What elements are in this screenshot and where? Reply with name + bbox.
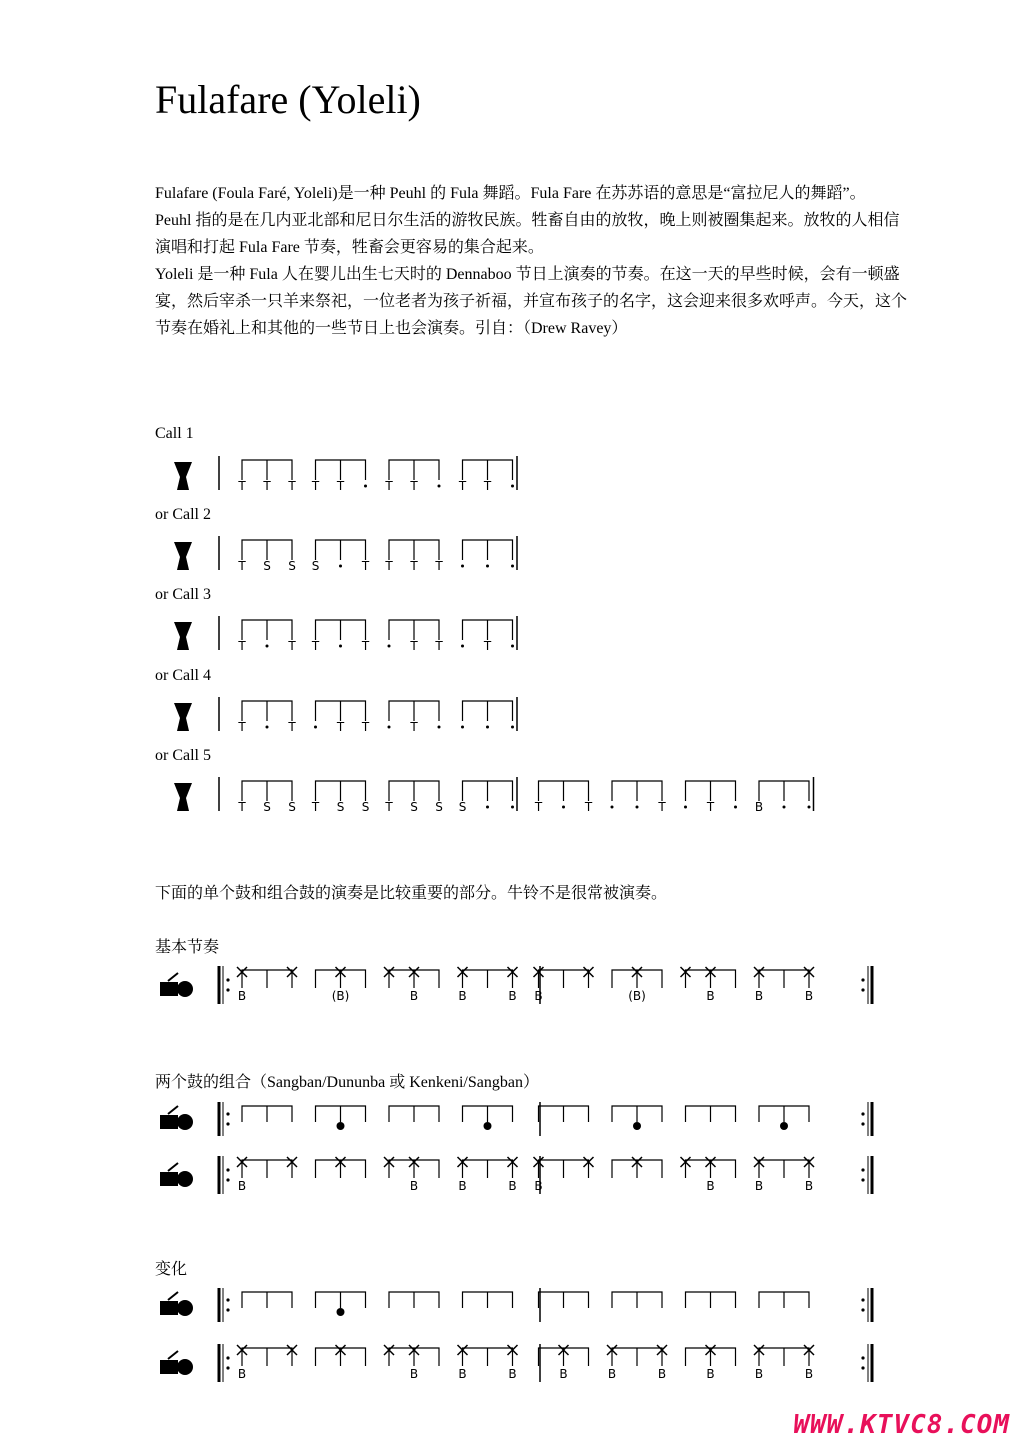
- bass-note-label: B: [237, 1179, 247, 1193]
- watermark-logo: WWW.KTVC8.COM: [793, 1410, 1010, 1440]
- beat-group-bracket: [316, 1292, 366, 1308]
- bass-note-label: (B): [628, 989, 646, 1003]
- stroke-label: T: [410, 639, 418, 653]
- stick-icon: [168, 1106, 178, 1114]
- bass-note-label: B: [804, 989, 814, 1003]
- call-5-label: or Call 5: [155, 747, 211, 764]
- rest-dot: [486, 806, 489, 809]
- rest-dot: [684, 806, 687, 809]
- stroke-label: T: [288, 720, 296, 734]
- bass-note-label: B: [508, 1367, 517, 1381]
- call-4-label: or Call 4: [155, 667, 211, 684]
- bass-note-label: B: [804, 1179, 814, 1193]
- intro-text: [155, 180, 915, 342]
- stroke-label: S: [263, 559, 271, 573]
- dundun-icon: [160, 1360, 178, 1374]
- bass-note-label: B: [458, 989, 467, 1003]
- stroke-label: T: [435, 559, 443, 573]
- repeat-dot: [861, 1178, 864, 1181]
- beat-group-bracket: [316, 1106, 366, 1122]
- beat-group-bracket: [389, 460, 439, 480]
- beat-group-bracket: [242, 970, 292, 988]
- bass-note-label: B: [607, 1367, 617, 1381]
- stroke-label: T: [263, 479, 271, 493]
- repeat-dot: [226, 1178, 229, 1181]
- combo-top-staff: [0, 1098, 1024, 1140]
- bass-note-label: B: [458, 1367, 467, 1381]
- beat-group-bracket: [759, 1348, 809, 1366]
- call-2-label: or Call 2: [155, 506, 211, 523]
- rest-dot: [314, 726, 317, 729]
- repeat-dot: [226, 1122, 229, 1125]
- dundun-icon: [160, 1115, 178, 1129]
- rest-dot: [511, 645, 514, 648]
- rest-dot: [511, 806, 514, 809]
- repeat-dot: [861, 978, 864, 981]
- beat-group-bracket: [316, 701, 366, 721]
- basic-rhythm-staff: [0, 960, 1024, 1010]
- stroke-label: T: [706, 800, 715, 814]
- stroke-label: S: [458, 800, 467, 814]
- stick-icon: [168, 1292, 178, 1300]
- stroke-label: S: [336, 800, 345, 814]
- beat-group-bracket: [612, 1106, 662, 1122]
- repeat-dot: [226, 988, 229, 991]
- stroke-label: T: [311, 639, 320, 653]
- beat-group-bracket: [539, 1160, 589, 1178]
- repeat-dot: [861, 1308, 864, 1311]
- rest-dot: [388, 726, 391, 729]
- stroke-label: T: [238, 639, 246, 653]
- stroke-label: T: [288, 639, 296, 653]
- stick-icon: [168, 1351, 178, 1359]
- stroke-label: B: [754, 800, 764, 814]
- repeat-dot: [861, 1168, 864, 1171]
- beat-group-bracket: [686, 1292, 736, 1308]
- beat-group-bracket: [316, 460, 366, 480]
- dundun-icon: [160, 982, 178, 996]
- beat-group-bracket: [389, 540, 439, 560]
- stroke-label: T: [534, 800, 543, 814]
- repeat-dot: [226, 1168, 229, 1171]
- beat-group-bracket: [759, 781, 809, 801]
- stroke-label: T: [336, 479, 345, 493]
- rest-dot: [636, 806, 639, 809]
- beat-group-bracket: [759, 1160, 809, 1178]
- bass-note-label: B: [559, 1367, 568, 1381]
- bass-note-label: B: [754, 1179, 764, 1193]
- bass-note-label: B: [409, 1367, 419, 1381]
- beat-group-bracket: [463, 540, 513, 560]
- beat-group-bracket: [686, 1106, 736, 1122]
- rest-dot: [734, 806, 737, 809]
- stick-icon: [168, 973, 178, 981]
- stroke-label: T: [584, 800, 593, 814]
- beat-group-bracket: [539, 1106, 589, 1122]
- beat-group-bracket: [463, 1292, 513, 1308]
- stroke-label: T: [238, 720, 246, 734]
- bass-note-label: B: [508, 1179, 517, 1193]
- repeat-dot: [226, 1112, 229, 1115]
- stroke-label: T: [410, 479, 418, 493]
- bass-note-label: B: [534, 1179, 543, 1193]
- repeat-dot: [226, 1366, 229, 1369]
- repeat-dot: [861, 1366, 864, 1369]
- beat-group-bracket: [242, 460, 292, 480]
- repeat-dot: [861, 1356, 864, 1359]
- basic-rhythm-label: 基本节奏: [155, 939, 220, 956]
- stroke-label: T: [410, 720, 418, 734]
- variation-bell-staff: [0, 1338, 1024, 1388]
- stroke-label: T: [311, 479, 320, 493]
- stroke-label: T: [385, 800, 393, 814]
- bass-note-label: B: [409, 1179, 419, 1193]
- beat-group-bracket: [463, 1106, 513, 1122]
- beat-group-bracket: [612, 1348, 662, 1366]
- rest-dot: [461, 645, 464, 648]
- stroke-label: S: [435, 800, 443, 814]
- stroke-label: T: [458, 479, 467, 493]
- beat-group-bracket: [539, 970, 589, 988]
- beat-group-bracket: [463, 460, 513, 480]
- rest-dot: [461, 565, 464, 568]
- repeat-dot: [861, 1112, 864, 1115]
- rest-dot: [266, 645, 269, 648]
- rest-dot: [486, 726, 489, 729]
- call-3-staff: [0, 610, 1024, 660]
- djembe-icon: [174, 783, 192, 811]
- rest-dot: [562, 806, 565, 809]
- rest-dot: [438, 485, 441, 488]
- bass-note-label: B: [706, 1179, 715, 1193]
- djembe-icon: [174, 542, 192, 570]
- beat-group-bracket: [759, 1292, 809, 1308]
- rest-dot: [611, 806, 614, 809]
- intro-paragraph-3: Yoleli 是一种 Fula 人在婴儿出生七天时的 Dennaboo 节日上演奏的节奏。在这一天的早些时候，会有一顿盛宴，然后宰杀一只羊来祭祀，一位老者为孩子祈福，并宣布孩子的名字，这会迎来很多欢呼声。今天，这个节奏在婚礼上和其他的一些节日上也会演奏。引自：（Drew Ravey）: [155, 266, 908, 337]
- stroke-label: S: [311, 559, 320, 573]
- beat-group-bracket: [242, 701, 292, 721]
- rest-dot: [461, 726, 464, 729]
- rest-dot: [511, 485, 514, 488]
- stroke-label: T: [658, 800, 666, 814]
- call-4-staff: [0, 691, 1024, 741]
- stroke-label: T: [385, 479, 393, 493]
- bass-note-label: B: [754, 1367, 764, 1381]
- rest-dot: [438, 726, 441, 729]
- beat-group-bracket: [759, 1106, 809, 1122]
- stroke-label: S: [410, 800, 418, 814]
- stick-icon: [168, 1163, 178, 1171]
- bass-note-label: B: [237, 989, 247, 1003]
- beat-group-bracket: [242, 540, 292, 560]
- bass-note-label: B: [804, 1367, 814, 1381]
- beat-group-bracket: [612, 781, 662, 801]
- beat-group-bracket: [463, 781, 513, 801]
- variation-label: 变化: [155, 1261, 188, 1278]
- note-dot: [484, 1122, 492, 1130]
- djembe-icon: [174, 703, 192, 731]
- djembe-icon: [174, 622, 192, 650]
- rest-dot: [266, 726, 269, 729]
- beat-group-bracket: [463, 701, 513, 721]
- stroke-label: T: [361, 720, 370, 734]
- beat-group-bracket: [463, 620, 513, 640]
- call-5-staff: [0, 771, 1024, 821]
- dundun-head-icon: [177, 1359, 193, 1375]
- dundun-icon: [160, 1301, 178, 1315]
- beat-group-bracket: [463, 1160, 513, 1178]
- intro-paragraph-2: Peuhl 指的是在几内亚北部和尼日尔生活的游牧民族。牲畜自由的放牧，晚上则被圈集起来。放牧的人相信演唱和打起 Fula Fare 节奏，牲畜会更容易的集合起来。: [155, 212, 900, 256]
- bass-note-label: B: [657, 1367, 667, 1381]
- rest-dot: [783, 806, 786, 809]
- rest-dot: [511, 565, 514, 568]
- beat-group-bracket: [389, 781, 439, 801]
- beat-group-bracket: [389, 620, 439, 640]
- stroke-label: T: [385, 559, 393, 573]
- rest-dot: [511, 726, 514, 729]
- dundun-head-icon: [177, 1114, 193, 1130]
- bass-note-label: B: [508, 989, 517, 1003]
- stroke-label: T: [336, 720, 345, 734]
- stroke-label: T: [288, 479, 296, 493]
- rest-dot: [388, 645, 391, 648]
- section-note: 下面的单个鼓和组合鼓的演奏是比较重要的部分。牛铃不是很常被演奏。: [155, 885, 668, 902]
- page-title: Fulafare (Yoleli): [155, 77, 421, 122]
- stroke-label: T: [483, 639, 492, 653]
- beat-group-bracket: [242, 781, 292, 801]
- bass-note-label: B: [534, 989, 543, 1003]
- call-1-staff: [0, 450, 1024, 500]
- repeat-dot: [861, 1298, 864, 1301]
- beat-group-bracket: [316, 781, 366, 801]
- combo-label: 两个鼓的组合（Sangban/Dununba 或 Kenkeni/Sangban）: [155, 1074, 539, 1091]
- stroke-label: T: [483, 479, 492, 493]
- stroke-label: S: [263, 800, 271, 814]
- beat-group-bracket: [539, 1292, 589, 1308]
- beat-group-bracket: [242, 1292, 292, 1308]
- rest-dot: [339, 565, 342, 568]
- beat-group-bracket: [242, 620, 292, 640]
- beat-group-bracket: [389, 1106, 439, 1122]
- bass-note-label: B: [458, 1179, 467, 1193]
- beat-group-bracket: [242, 1348, 292, 1366]
- repeat-dot: [226, 1298, 229, 1301]
- stroke-label: T: [435, 639, 443, 653]
- call-3-label: or Call 3: [155, 586, 211, 603]
- stroke-label: S: [288, 800, 296, 814]
- bass-note-label: B: [754, 989, 764, 1003]
- stroke-label: T: [361, 639, 370, 653]
- beat-group-bracket: [316, 620, 366, 640]
- dundun-head-icon: [177, 1171, 193, 1187]
- djembe-icon: [174, 462, 192, 490]
- beat-group-bracket: [463, 970, 513, 988]
- repeat-dot: [226, 978, 229, 981]
- bass-note-label: B: [409, 989, 419, 1003]
- stroke-label: S: [361, 800, 370, 814]
- note-dot: [780, 1122, 788, 1130]
- beat-group-bracket: [686, 781, 736, 801]
- stroke-label: T: [361, 559, 370, 573]
- stroke-label: T: [238, 800, 246, 814]
- repeat-dot: [226, 1308, 229, 1311]
- combo-bell-staff: [0, 1150, 1024, 1200]
- stroke-label: T: [311, 800, 320, 814]
- bass-note-label: (B): [331, 989, 350, 1003]
- stroke-label: T: [410, 559, 418, 573]
- rest-dot: [339, 645, 342, 648]
- bass-note-label: B: [237, 1367, 247, 1381]
- dundun-icon: [160, 1172, 178, 1186]
- beat-group-bracket: [242, 1106, 292, 1122]
- call-2-staff: [0, 530, 1024, 580]
- call-1-label: Call 1: [155, 425, 194, 442]
- beat-group-bracket: [759, 970, 809, 988]
- dundun-head-icon: [177, 981, 193, 997]
- beat-group-bracket: [389, 1292, 439, 1308]
- repeat-dot: [226, 1356, 229, 1359]
- stroke-label: S: [288, 559, 296, 573]
- rest-dot: [486, 565, 489, 568]
- repeat-dot: [861, 988, 864, 991]
- stroke-label: T: [238, 559, 246, 573]
- bass-note-label: B: [706, 1367, 715, 1381]
- dundun-head-icon: [177, 1300, 193, 1316]
- beat-group-bracket: [389, 701, 439, 721]
- beat-group-bracket: [316, 540, 366, 560]
- rest-dot: [364, 485, 367, 488]
- rest-dot: [808, 806, 811, 809]
- note-dot: [633, 1122, 641, 1130]
- beat-group-bracket: [242, 1160, 292, 1178]
- beat-group-bracket: [539, 781, 589, 801]
- beat-group-bracket: [463, 1348, 513, 1366]
- bass-note-label: B: [706, 989, 715, 1003]
- note-dot: [337, 1122, 345, 1130]
- stroke-label: T: [238, 479, 246, 493]
- note-dot: [337, 1308, 345, 1316]
- variation-top-staff: [0, 1284, 1024, 1326]
- repeat-dot: [861, 1122, 864, 1125]
- beat-group-bracket: [612, 1292, 662, 1308]
- intro-paragraph-1: Fulafare (Foula Faré, Yoleli)是一种 Peuhl 的 Fula 舞蹈。Fula Fare 在苏苏语的意思是“富拉尼人的舞蹈”。: [155, 185, 866, 202]
